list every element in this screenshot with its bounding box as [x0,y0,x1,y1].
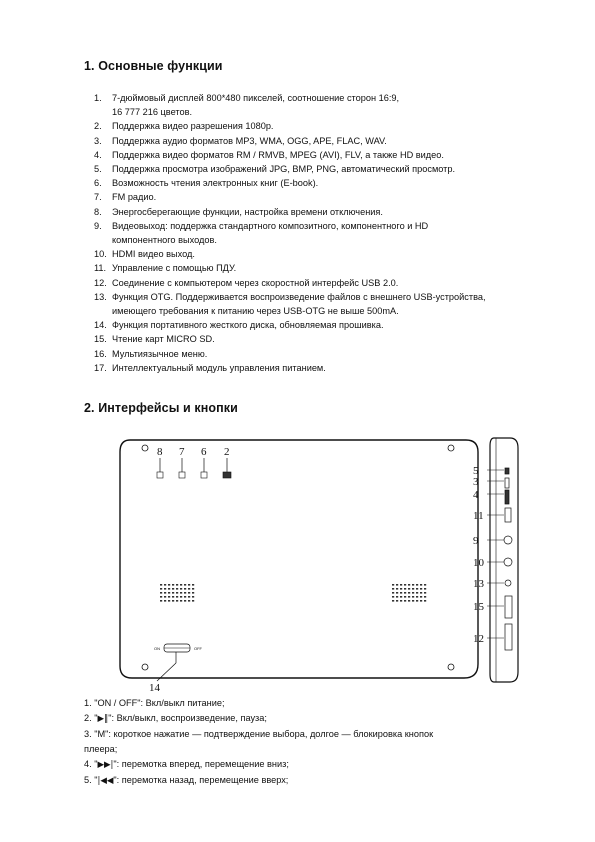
grille-hole [396,584,398,586]
grille-hole [396,592,398,594]
feature-text-continuation: 16 777 216 цветов. [112,107,193,118]
feature-number: 7. [94,192,102,203]
callout-11: 11 [473,510,484,522]
feature-text [112,247,564,261]
feature-text-line: Поддержка видео форматов RM / RMVB, MPEG (AVI), FLV, а также HD видео. [112,149,444,160]
tablet-back-outline [120,440,478,678]
grille-hole [168,596,170,598]
button-2 [223,472,231,478]
grille-hole [420,600,422,602]
grille-hole [168,592,170,594]
grille-hole [192,596,194,598]
screw-hole-top-right [448,445,454,451]
grille-hole [180,584,182,586]
grille-hole [404,596,406,598]
feature-text [112,318,564,332]
feature-number: 11. [94,263,107,274]
grille-hole [176,600,178,602]
grille-hole [412,596,414,598]
grille-hole [160,596,162,598]
side-port-4 [505,490,509,504]
grille-hole [192,600,194,602]
legend-text: 5. " [84,775,98,786]
grille-hole [424,588,426,590]
grille-hole [160,588,162,590]
callout-3: 3 [473,476,479,488]
feature-text-line: Мультиязычное меню. [112,348,208,359]
feature-text [112,148,564,162]
legend-line [84,727,554,742]
feature-text-line: Поддержка просмотра изображений JPG, BMP, PNG, автоматический просмотр. [112,164,456,175]
callout-15: 15 [473,601,484,613]
grille-hole [408,592,410,594]
legend-text: 4. " [84,759,98,770]
feature-number: 2. [94,121,102,132]
tablet-side-outline [490,438,518,682]
grille-hole [408,596,410,598]
grille-hole [424,600,426,602]
feature-text [112,205,564,219]
feature-number: 16. [94,348,107,359]
power-switch [149,644,203,694]
screw-hole-top-left [142,445,148,451]
feature-number: 6. [94,178,102,189]
grille-hole [192,588,194,590]
grille-hole [408,588,410,590]
grille-hole [400,592,402,594]
grille-hole [396,588,398,590]
grille-hole [416,600,418,602]
grille-hole [184,588,186,590]
button-7 [179,472,185,478]
grille-hole [404,592,406,594]
feature-text [112,361,564,375]
grille-hole [392,588,394,590]
grille-hole [184,592,186,594]
switch-on-label: ON [154,646,160,651]
grille-hole [180,588,182,590]
feature-text [112,347,564,361]
grille-hole [188,592,190,594]
grille-hole [400,588,402,590]
feature-text-line: HDMI видео выход. [112,249,195,260]
feature-item [84,318,564,332]
feature-number: 9. [94,220,102,231]
callout-5: 5 [473,465,479,477]
button-symbol-icon: |◀◀ [97,776,114,787]
grille-hole [192,584,194,586]
feature-text-line: Видеовыход: поддержка стандартного композитного, компонентного и HD [112,220,429,231]
feature-text [112,219,564,247]
feature-text-line: Поддержка аудио форматов MP3, WMA, OGG, APE, FLAC, WAV. [112,135,387,146]
grille-hole [400,600,402,602]
grille-hole [392,584,394,586]
side-port-10 [504,558,512,566]
feature-number: 4. [94,149,102,160]
speaker-grille-left [160,584,194,602]
feature-text-line: Возможность чтения электронных книг (E-book). [112,178,319,189]
feature-item [84,261,564,275]
grille-hole [160,584,162,586]
legend-line [84,773,554,789]
side-ports [473,465,512,650]
grille-hole [412,592,414,594]
callout-9: 9 [473,535,479,547]
feature-item [84,332,564,346]
side-port-11 [505,508,511,522]
features-list [84,91,564,375]
feature-text [112,276,564,290]
grille-hole [412,584,414,586]
feature-number: 5. [94,164,102,175]
grille-hole [172,592,174,594]
grille-hole [172,584,174,586]
grille-hole [416,584,418,586]
feature-number: 10. [94,249,107,260]
grille-hole [160,600,162,602]
grille-hole [424,584,426,586]
feature-text-line: Чтение карт MICRO SD. [112,334,215,345]
feature-text-line: Функция OTG. Поддерживается воспроизведение файлов с внешнего USB-устройства, [112,291,486,302]
grille-hole [404,600,406,602]
grille-hole [188,584,190,586]
feature-item [84,247,564,261]
feature-number: 12. [94,277,107,288]
feature-number: 3. [94,135,102,146]
feature-text-line: Соединение с компьютером через скоростной интерфейс USB 2.0. [112,277,399,288]
side-port-13 [505,580,511,586]
feature-text-line: Управление с помощью ПДУ. [112,263,237,274]
feature-number: 13. [94,291,107,302]
grille-hole [172,596,174,598]
grille-hole [416,592,418,594]
grille-hole [192,592,194,594]
feature-item [84,91,564,119]
feature-item [84,290,564,318]
grille-hole [392,596,394,598]
grille-hole [416,588,418,590]
side-port-9 [504,536,512,544]
grille-hole [408,584,410,586]
grille-hole [400,596,402,598]
grille-hole [396,600,398,602]
side-port-3 [505,478,509,488]
grille-hole [164,600,166,602]
feature-text [112,261,564,275]
grille-hole [392,600,394,602]
grille-hole [160,592,162,594]
button-symbol-icon: ▶‖ [97,714,109,725]
button-legend [84,696,554,790]
side-port-15 [505,596,512,618]
grille-hole [396,596,398,598]
feature-text-line: Функция портативного жесткого диска, обновляемая прошивка. [112,320,384,331]
button-6 [201,472,207,478]
grille-hole [424,596,426,598]
callout-13: 13 [473,578,484,590]
grille-hole [184,596,186,598]
legend-line [84,696,554,711]
switch-off-label: OFF [194,646,202,651]
button-8 [157,472,163,478]
side-port-12 [505,624,512,650]
screw-hole-bottom-left [142,664,148,670]
feature-text-line: 7-дюймовый дисплей 800*480 пикселей, соотношение сторон 16:9, [112,93,400,103]
feature-text [112,332,564,346]
feature-item [84,162,564,176]
feature-item [84,134,564,148]
legend-text: ": Вкл/выкл, воспроизведение, пауза; [108,713,267,724]
grille-hole [176,588,178,590]
feature-number: 15. [94,334,107,345]
grille-hole [184,600,186,602]
callout-6: 6 [201,446,207,458]
feature-number: 8. [94,206,102,217]
callout-4: 4 [473,489,479,501]
callout-2: 2 [224,446,230,458]
feature-text [112,91,564,119]
top-buttons-group [157,446,231,478]
screw-hole-bottom-right [448,664,454,670]
feature-text-line: FM радио. [112,192,157,203]
grille-hole [164,596,166,598]
callout-8: 8 [157,446,163,458]
feature-text-line: Интеллектуальный модуль управления питанием. [112,362,326,373]
feature-text [112,162,564,176]
grille-hole [164,584,166,586]
feature-number: 14. [94,320,107,331]
grille-hole [420,584,422,586]
callout-7: 7 [179,446,185,458]
feature-item [84,148,564,162]
grille-hole [188,588,190,590]
legend-line [84,742,554,757]
grille-hole [416,596,418,598]
section-heading-interfaces: 2. Интерфейсы и кнопки [84,401,238,415]
grille-hole [424,592,426,594]
legend-text: плеера; [84,744,118,755]
section-heading-main-functions: 1. Основные функции [84,59,223,73]
legend-text: 2. " [84,713,98,724]
grille-hole [392,592,394,594]
feature-item [84,190,564,204]
feature-item [84,361,564,375]
callout-10: 10 [473,557,484,569]
speaker-grille-right [392,584,426,602]
grille-hole [408,600,410,602]
feature-text [112,134,564,148]
feature-item [84,276,564,290]
feature-item [84,205,564,219]
grille-hole [180,592,182,594]
feature-text-line: Энергосберегающие функции, настройка времени отключения. [112,206,383,217]
grille-hole [188,596,190,598]
callout-12: 12 [473,633,484,645]
feature-text [112,119,564,133]
grille-hole [164,592,166,594]
legend-line [84,711,554,727]
feature-item [84,219,564,247]
grille-hole [404,584,406,586]
grille-hole [176,596,178,598]
grille-hole [176,592,178,594]
grille-hole [180,600,182,602]
grille-hole [412,588,414,590]
legend-text: ": перемотка назад, перемещение вверх; [113,775,289,786]
feature-text-continuation: компонентного выходов. [112,235,217,246]
feature-text [112,190,564,204]
grille-hole [172,600,174,602]
legend-text: 1. "ON / OFF": Вкл/выкл питание; [84,698,225,708]
grille-hole [412,600,414,602]
feature-number: 1. [94,93,102,103]
feature-number: 17. [94,362,107,373]
grille-hole [168,600,170,602]
grille-hole [404,588,406,590]
legend-line [84,757,554,773]
side-port-5 [505,468,509,474]
grille-hole [420,596,422,598]
grille-hole [420,592,422,594]
feature-item [84,347,564,361]
grille-hole [184,584,186,586]
feature-item [84,119,564,133]
callout-14: 14 [149,682,160,694]
feature-text-continuation: имеющего требования к питанию через USB-OTG не выше 500mA. [112,306,399,317]
grille-hole [176,584,178,586]
grille-hole [400,584,402,586]
feature-item [84,176,564,190]
feature-text [112,290,564,318]
grille-hole [172,588,174,590]
legend-text: ": перемотка вперед, перемещение вниз; [113,759,289,770]
legend-text: 3. "M": короткое нажатие — подтверждение выбора, долгое — блокировка кнопок [84,729,434,740]
grille-hole [188,600,190,602]
feature-text-line: Поддержка видео разрешения 1080p. [112,121,274,132]
grille-hole [164,588,166,590]
feature-text [112,176,564,190]
grille-hole [168,588,170,590]
grille-hole [180,596,182,598]
grille-hole [168,584,170,586]
button-symbol-icon: ▶▶| [97,760,114,771]
grille-hole [420,588,422,590]
device-diagram [116,434,530,696]
